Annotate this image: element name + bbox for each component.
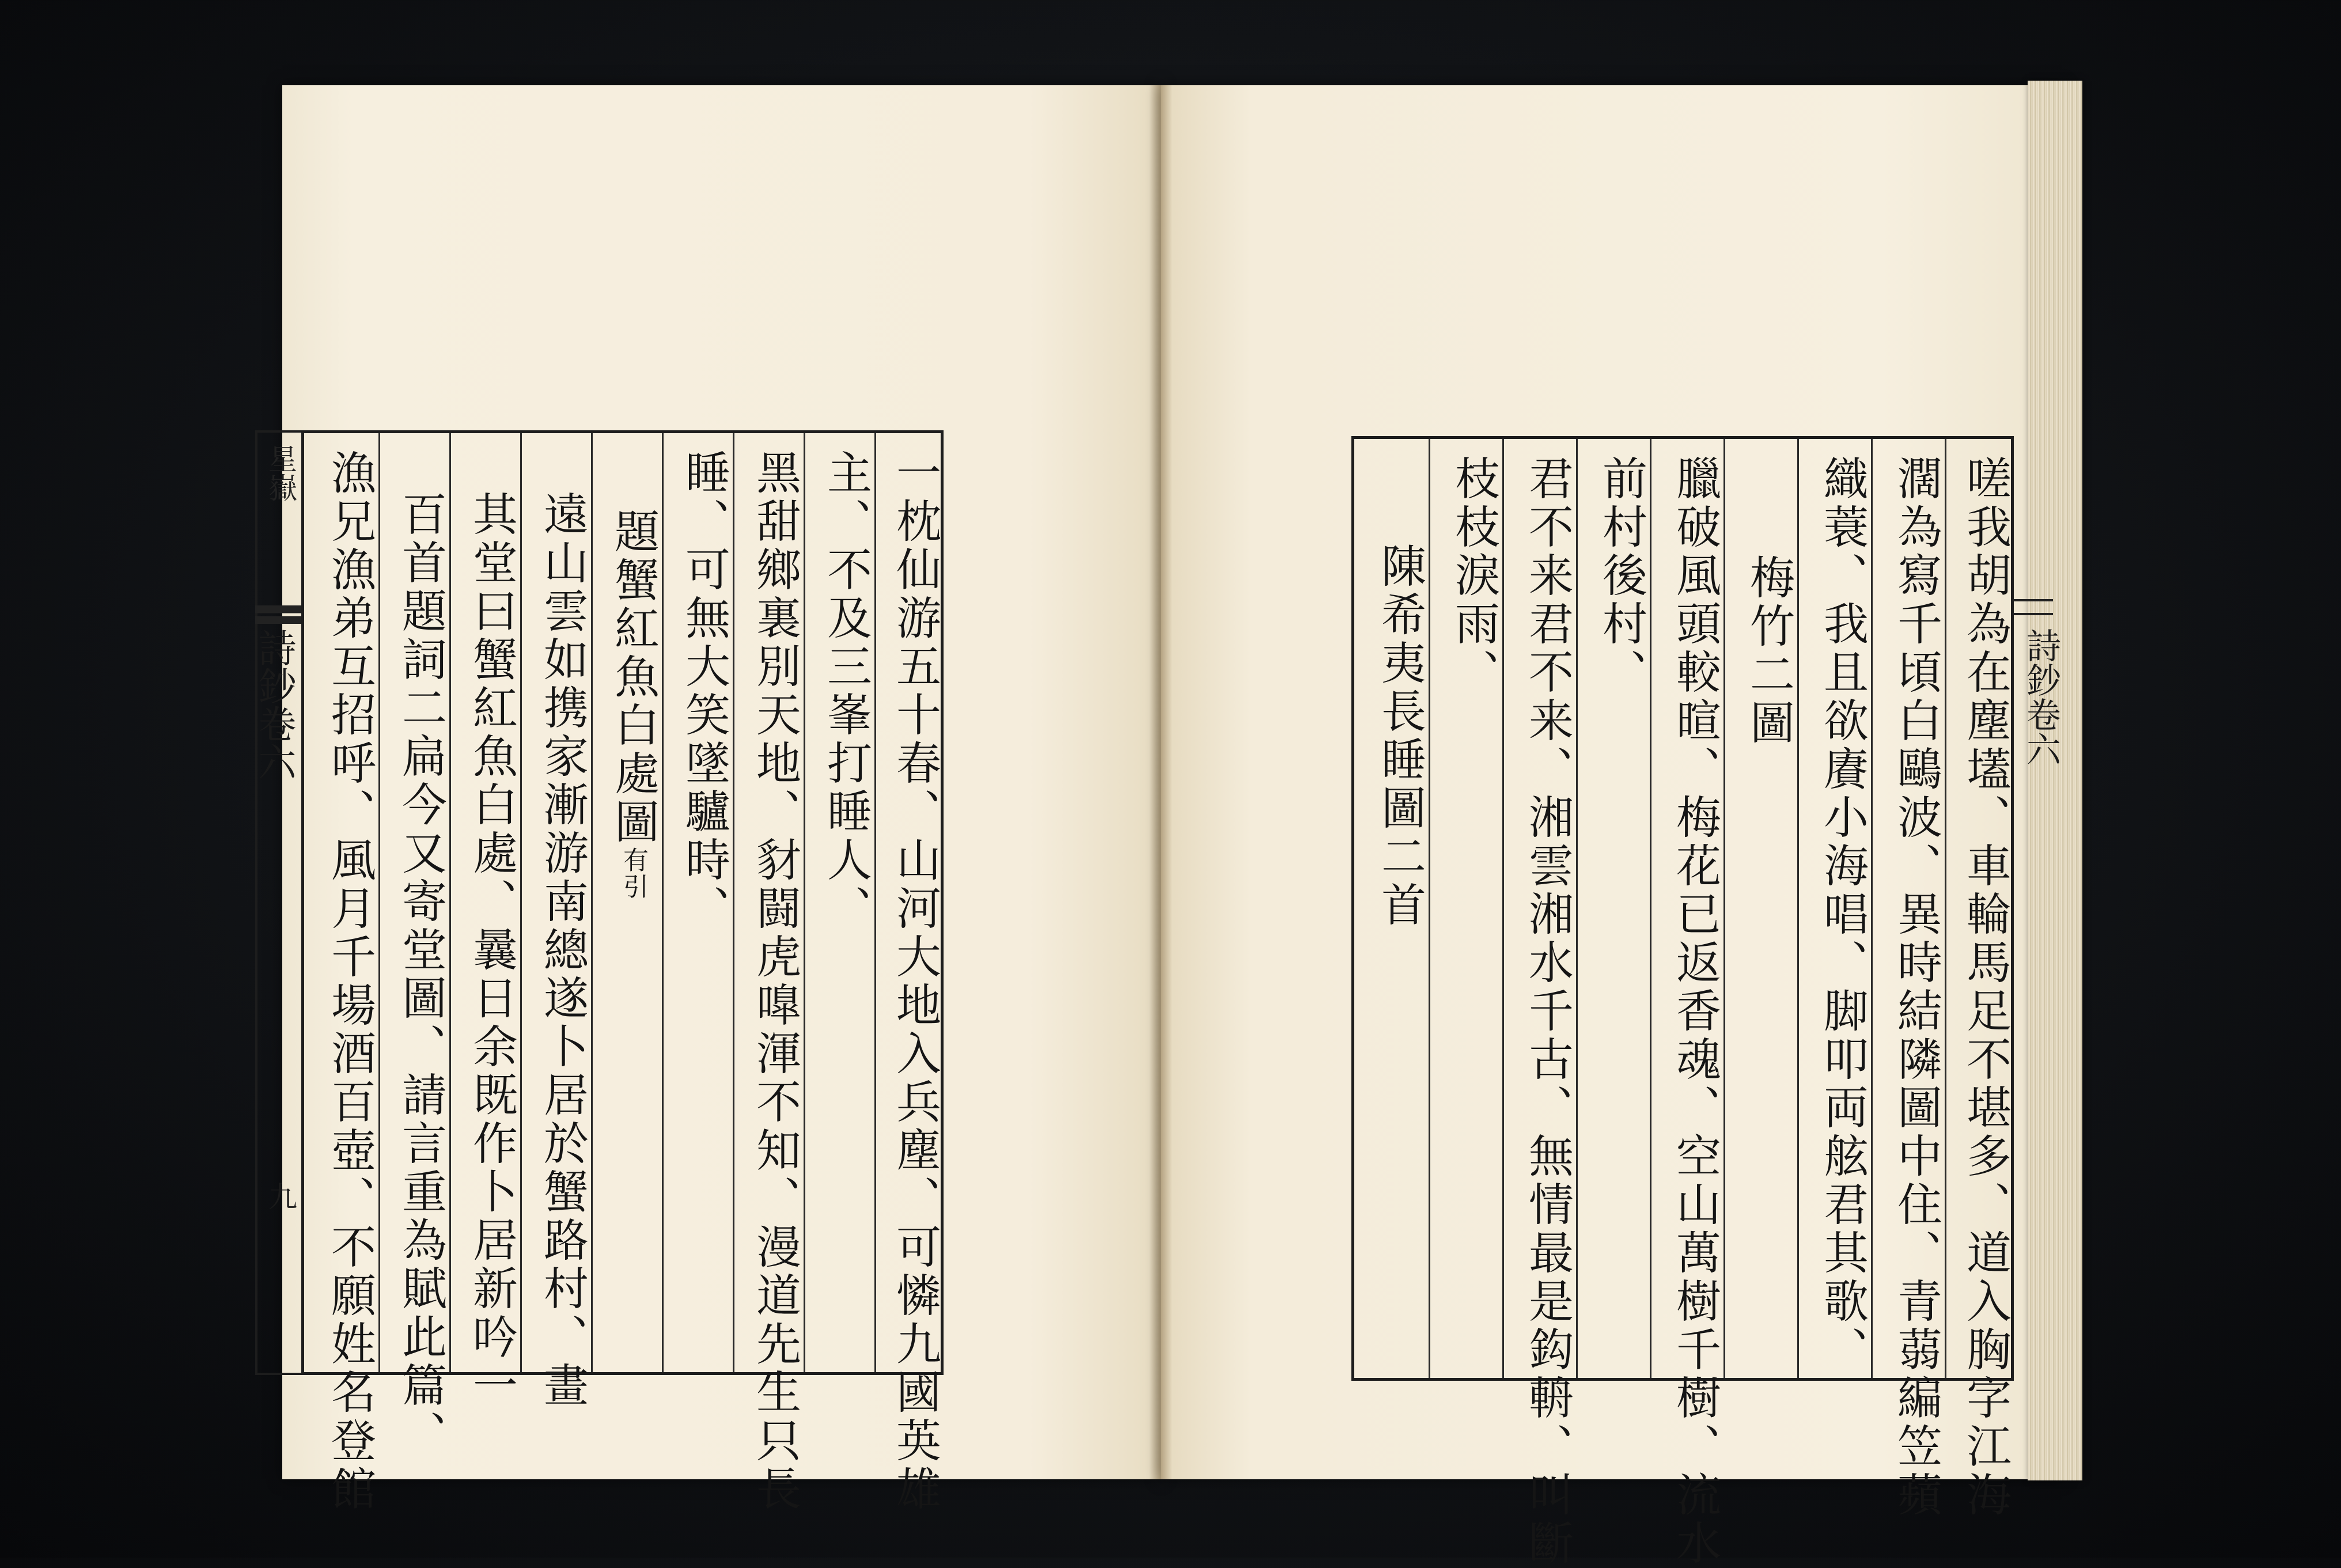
column-text: 一枕仙游五十春、山河大地入兵塵、可憐九國英雄 <box>889 449 941 1514</box>
fish-tail-mark <box>255 605 304 624</box>
edge-title: 詩鈔卷六 <box>2021 628 2061 766</box>
right-text-frame <box>1351 436 2014 1568</box>
text-column <box>1723 439 1797 1378</box>
column-text: 織蓑、我且欲賡小海唱、脚叩両舷君其歌、 <box>1816 455 1868 1374</box>
text-column <box>1797 439 1871 1378</box>
text-column <box>449 433 520 1410</box>
column-text: 枝枝淚雨、 <box>1448 455 1499 697</box>
left-text-frame <box>301 430 944 1514</box>
column-text <box>593 508 662 900</box>
text-column <box>1945 439 2014 1520</box>
text-column <box>1871 439 1945 1520</box>
text-column <box>1502 439 1576 1568</box>
column-text: 漁兄漁弟互招呼、風月千場酒百壺、不願姓名登館 <box>324 449 376 1514</box>
text-column <box>304 433 378 1514</box>
text-column <box>1429 439 1502 1378</box>
column-text: 主、不及三峯打睡人、 <box>820 449 872 933</box>
text-column <box>733 433 804 1514</box>
column-text: 黑甜鄉裏別天地、豺闘虎嘷渾不知、漫道先生只長 <box>749 449 801 1514</box>
text-column <box>874 433 944 1514</box>
text-column <box>520 433 591 1410</box>
text-column <box>591 433 662 1372</box>
fish-tail-mark <box>2013 599 2053 615</box>
text-column <box>662 433 733 1372</box>
folio-number: 九 <box>264 1181 297 1210</box>
column-text: 梅竹二圖 <box>1743 554 1794 748</box>
poem-title: 題蟹紅魚白處圖 <box>607 508 659 847</box>
column-text: 百首題詞二扁今又寄堂圖、請言重為賦此篇、 <box>395 491 446 1459</box>
text-column <box>804 433 874 1372</box>
column-text: 濶為寫千頃白鷗波、異時結隣圖中住、青蒻編笠蘋 <box>1890 455 1942 1520</box>
text-column <box>1650 439 1723 1568</box>
text-column <box>1576 439 1650 1378</box>
column-text: 君不来君不来、湘雲湘水千古、無情最是鈎輈、叫斷 <box>1521 455 1573 1568</box>
column-text: 其堂曰蟹紅魚白處、曩日余既作卜居新吟一 <box>465 491 517 1410</box>
column-text: 遠山雲如携家漸游南總遂卜居於蟹路村、畫 <box>536 491 588 1410</box>
column-text: 陳希夷長睡圖二首 <box>1374 543 1426 930</box>
fold-title: 星嶽 <box>264 444 297 502</box>
text-column <box>378 433 449 1459</box>
center-fold-column <box>252 430 301 1375</box>
column-text: 前村後村、 <box>1595 455 1647 697</box>
right-edge-fold <box>2016 426 2061 1377</box>
book-gutter <box>1149 85 1172 1479</box>
text-column <box>1354 439 1429 1378</box>
column-text: 臘破風頭較暄、梅花已返香魂、空山萬樹千樹、流水 <box>1669 455 1721 1568</box>
column-text: 嗟我胡為在塵壒、車輪馬足不堪多、道入胸字江海 <box>1959 455 2011 1520</box>
small-note: 有引 <box>619 847 648 900</box>
fold-volume: 詩鈔卷六 <box>252 628 296 781</box>
column-text: 睡、可無大笑墜驢時、 <box>678 449 730 933</box>
